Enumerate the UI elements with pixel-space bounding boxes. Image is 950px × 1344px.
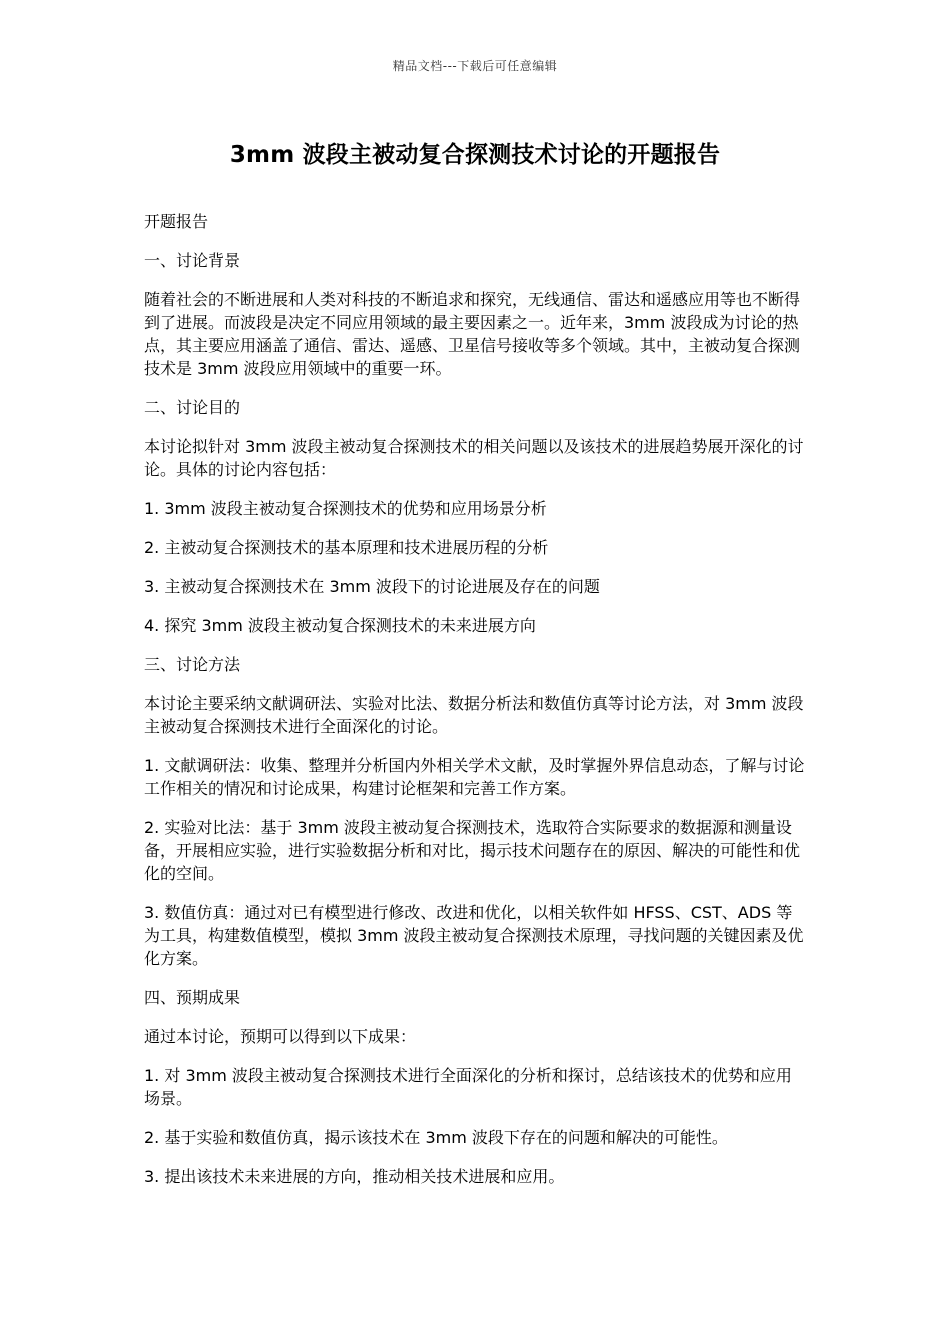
list-item-purpose-3: 3. 主被动复合探测技术在 3mm 波段下的讨论进展及存在的问题 (144, 577, 600, 596)
list-item-method-2: 2. 实验对比法：基于 3mm 波段主被动复合探测技术，选取符合实际要求的数据源和测量设备，开展相应实验，进行实验数据分析和对比，揭示技术问题存在的原因、解决的可能性和优化的空间。 (144, 818, 801, 883)
list-item-purpose-4: 4. 探究 3mm 波段主被动复合探测技术的未来进展方向 (144, 616, 536, 635)
paragraph-purpose: 本讨论拟针对 3mm 波段主被动复合探测技术的相关问题以及该技术的进展趋势展开深化的讨论。具体的讨论内容包括： (144, 437, 804, 479)
list-item-purpose-2: 2. 主被动复合探测技术的基本原理和技术进展历程的分析 (144, 538, 549, 557)
paragraph-label: 开题报告 (144, 212, 209, 231)
document-body (144, 210, 806, 1204)
list-item-method-1: 1. 文献调研法：收集、整理并分析国内外相关学术文献，及时掌握外界信息动态，了解与讨论工作相关的情况和讨论成果，构建讨论框架和完善工作方案。 (144, 756, 805, 798)
list-item-results-2: 2. 基于实验和数值仿真，揭示该技术在 3mm 波段下存在的问题和解决的可能性。 (144, 1128, 728, 1147)
section-heading-results: 四、预期成果 (144, 988, 241, 1007)
list-item-results-3: 3. 提出该技术未来进展的方向，推动相关技术进展和应用。 (144, 1167, 565, 1186)
section-heading-background: 一、讨论背景 (144, 251, 241, 270)
page-header: 精品文档---下载后可任意编辑 (392, 59, 558, 73)
paragraph-results: 通过本讨论，预期可以得到以下成果： (144, 1027, 417, 1046)
list-item-method-3: 3. 数值仿真：通过对已有模型进行修改、改进和优化，以相关软件如 HFSS、CST、ADS 等为工具，构建数值模型，模拟 3mm 波段主被动复合探测技术原理，寻找问题的关键因素及优化方案。 (144, 903, 804, 968)
paragraph-method: 本讨论主要采纳文献调研法、实验对比法、数据分析法和数值仿真等讨论方法，对 3mm 波段主被动复合探测技术进行全面深化的讨论。 (144, 694, 804, 736)
section-heading-purpose: 二、讨论目的 (144, 398, 241, 417)
list-item-purpose-1: 1. 3mm 波段主被动复合探测技术的优势和应用场景分析 (144, 499, 547, 518)
paragraph-background: 随着社会的不断进展和人类对科技的不断追求和探究，无线通信、雷达和遥感应用等也不断得到了进展。而波段是决定不同应用领域的最主要因素之一。近年来，3mm 波段成为讨论的热点，其主要应用涵盖了通信、雷达、遥感、卫星信号接收等多个领域。其中，主被动复合探测技术是 3mm 波段应用领域中的重要一环。 (144, 290, 801, 378)
document-title: 3mm 波段主被动复合探测技术讨论的开题报告 (229, 142, 721, 168)
section-heading-method: 三、讨论方法 (144, 655, 241, 674)
list-item-results-1: 1. 对 3mm 波段主被动复合探测技术进行全面深化的分析和探讨，总结该技术的优势和应用场景。 (144, 1066, 792, 1108)
